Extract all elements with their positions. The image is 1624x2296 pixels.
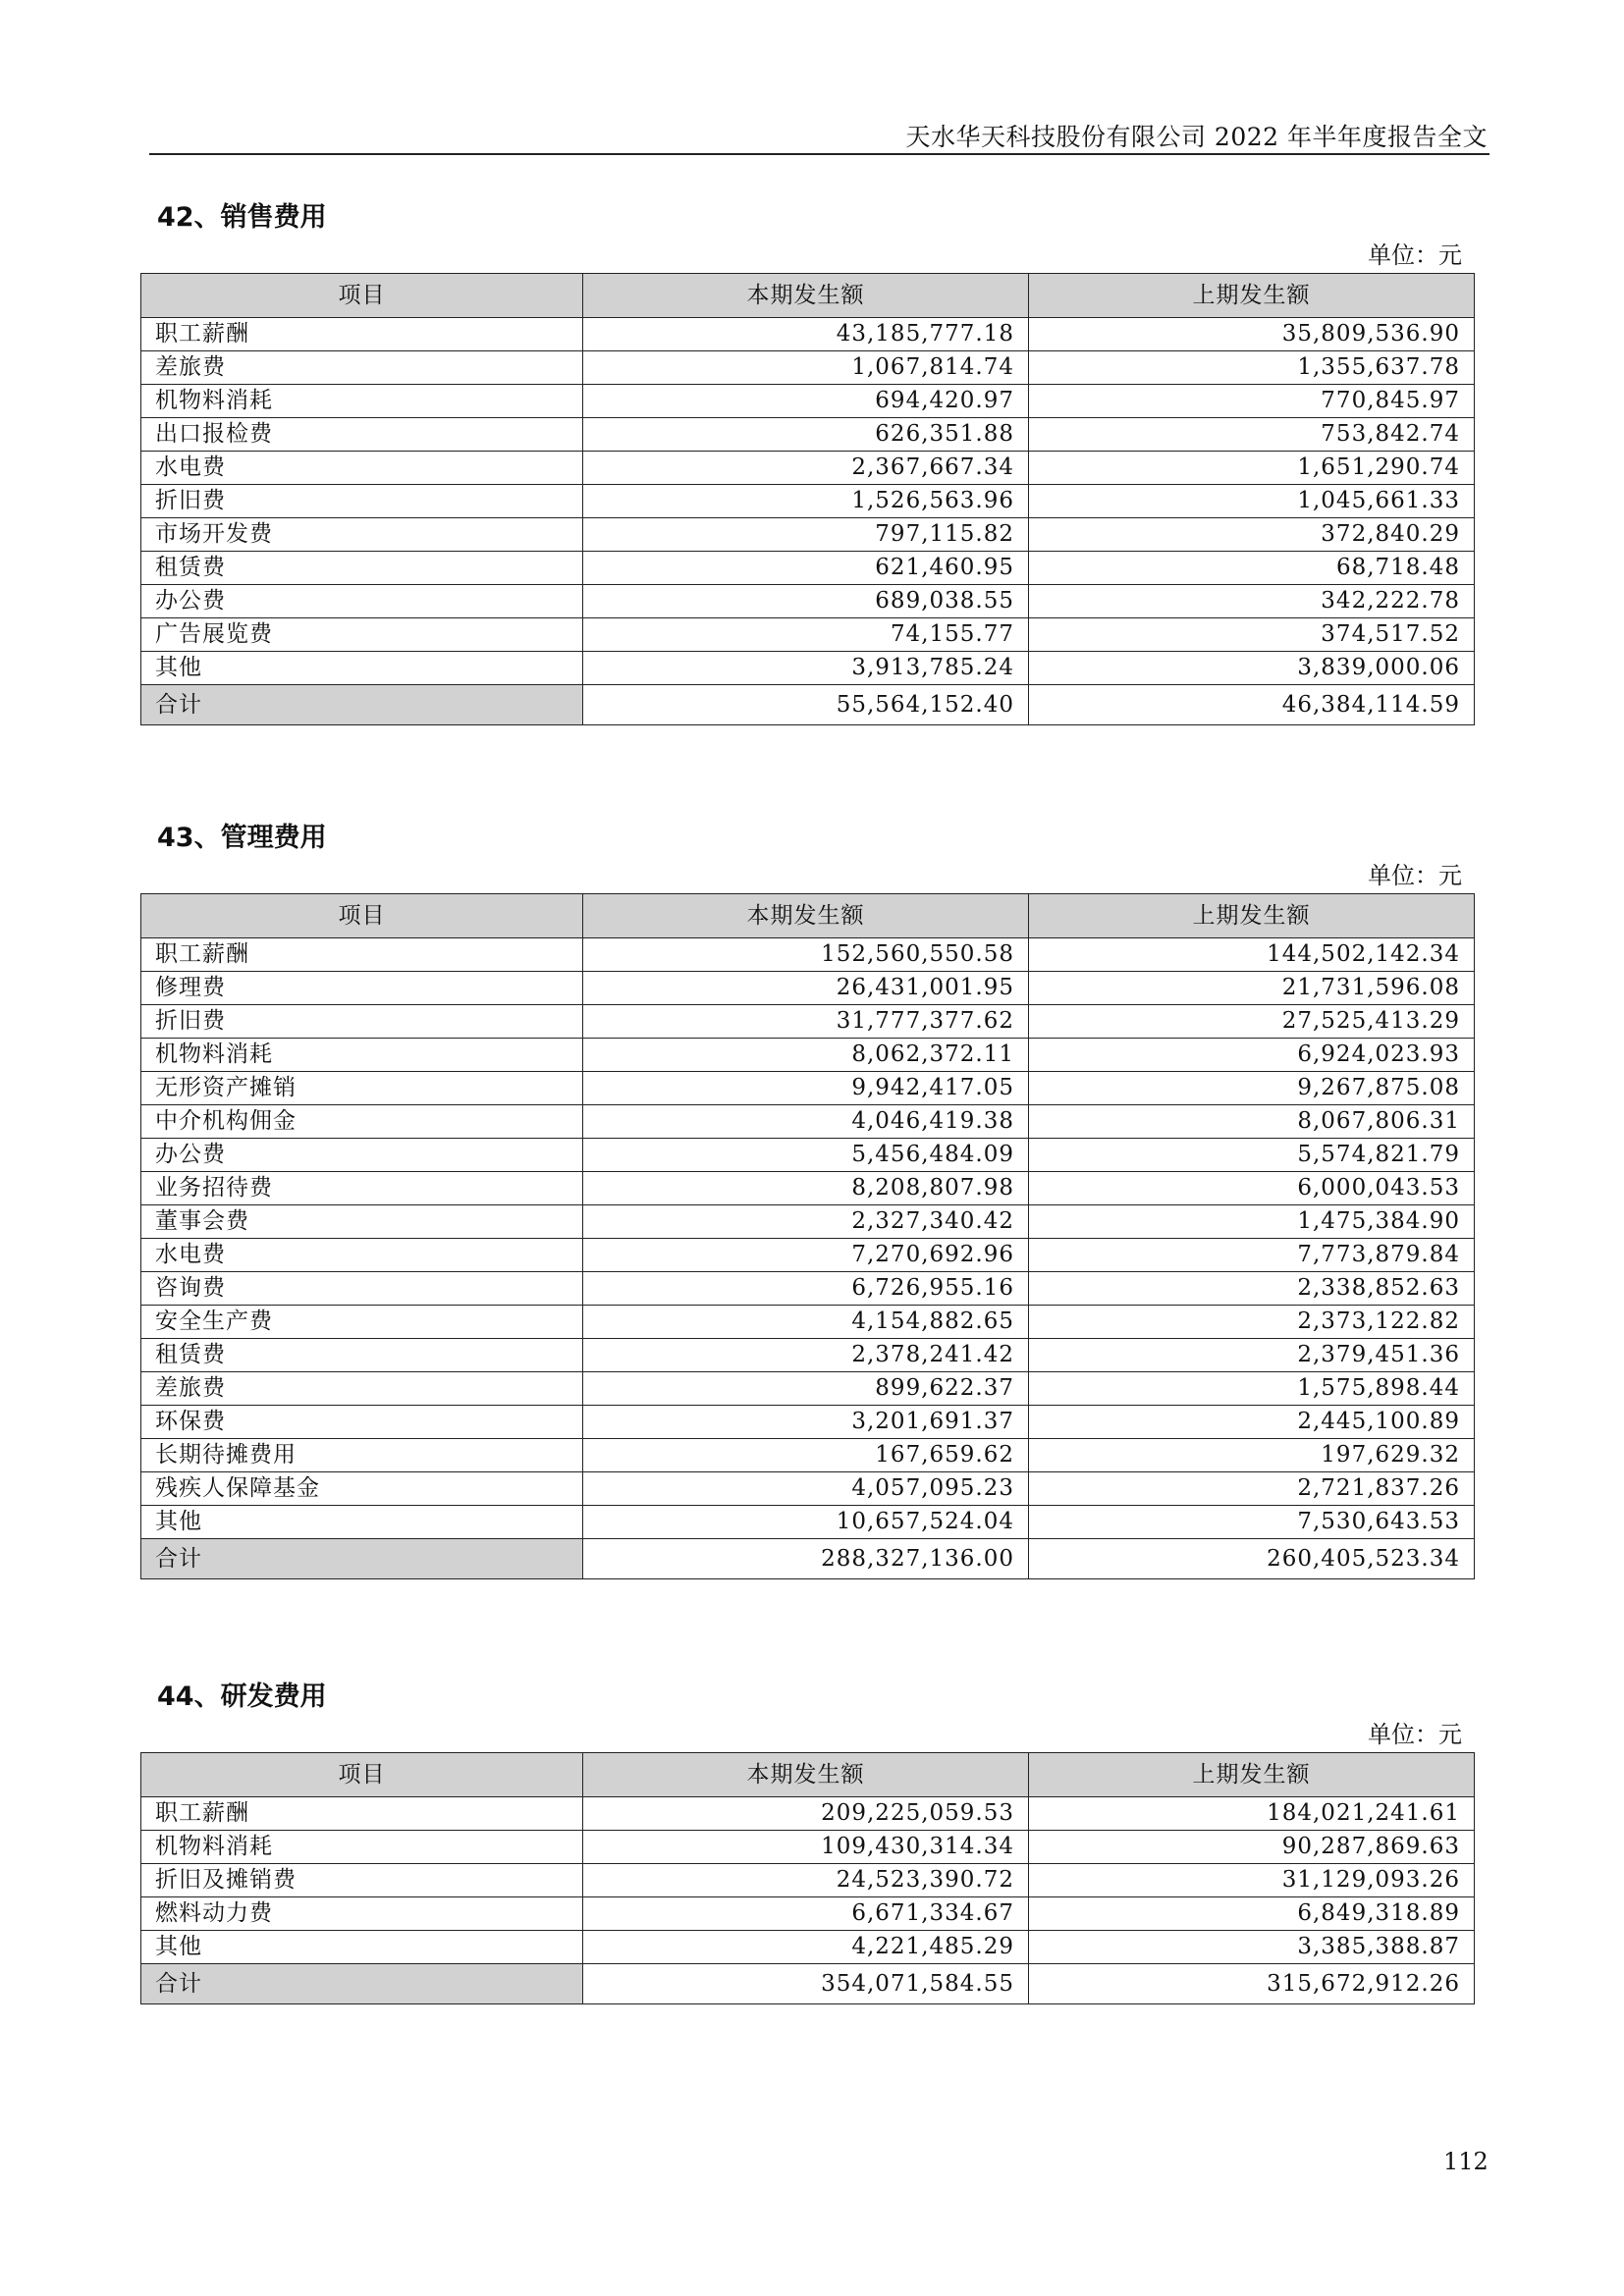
previous-amount-cell: 90,287,869.63 bbox=[1029, 1831, 1475, 1864]
previous-amount-cell: 6,849,318.89 bbox=[1029, 1897, 1475, 1931]
current-amount-cell: 2,378,241.42 bbox=[583, 1339, 1029, 1372]
current-amount-cell: 43,185,777.18 bbox=[583, 318, 1029, 351]
previous-amount-cell: 35,809,536.90 bbox=[1029, 318, 1475, 351]
table-row bbox=[141, 1797, 1475, 1831]
table-row bbox=[141, 1864, 1475, 1897]
previous-amount-cell: 8,067,806.31 bbox=[1029, 1105, 1475, 1139]
table-row bbox=[141, 585, 1475, 618]
column-header-item: 项目 bbox=[141, 274, 583, 318]
current-amount-cell: 4,221,485.29 bbox=[583, 1931, 1029, 1964]
column-header-previous: 上期发生额 bbox=[1029, 1753, 1475, 1797]
current-amount-cell: 8,062,372.11 bbox=[583, 1039, 1029, 1072]
previous-amount-cell: 68,718.48 bbox=[1029, 552, 1475, 585]
previous-amount-cell: 2,721,837.26 bbox=[1029, 1472, 1475, 1506]
total-row bbox=[141, 685, 1475, 725]
current-amount-cell: 26,431,001.95 bbox=[583, 972, 1029, 1005]
selling-expenses-section bbox=[140, 198, 1474, 725]
item-name-cell: 水电费 bbox=[141, 452, 583, 485]
current-amount-cell: 621,460.95 bbox=[583, 552, 1029, 585]
rd-expenses-section bbox=[140, 1678, 1474, 2004]
item-name-cell: 租赁费 bbox=[141, 552, 583, 585]
table-header-row bbox=[141, 274, 1475, 318]
previous-amount-cell: 770,845.97 bbox=[1029, 385, 1475, 418]
item-name-cell: 职工薪酬 bbox=[141, 318, 583, 351]
total-previous-cell: 315,672,912.26 bbox=[1029, 1964, 1475, 2004]
previous-amount-cell: 6,000,043.53 bbox=[1029, 1172, 1475, 1205]
current-amount-cell: 4,057,095.23 bbox=[583, 1472, 1029, 1506]
current-amount-cell: 167,659.62 bbox=[583, 1439, 1029, 1472]
current-amount-cell: 4,154,882.65 bbox=[583, 1306, 1029, 1339]
item-name-cell: 租赁费 bbox=[141, 1339, 583, 1372]
item-name-cell: 机物料消耗 bbox=[141, 385, 583, 418]
section-title: 42、销售费用 bbox=[157, 202, 327, 233]
table-row bbox=[141, 1931, 1475, 1964]
column-header-item: 项目 bbox=[141, 894, 583, 938]
current-amount-cell: 209,225,059.53 bbox=[583, 1797, 1029, 1831]
current-amount-cell: 797,115.82 bbox=[583, 518, 1029, 552]
unit-label: 单位：元 bbox=[1368, 1721, 1462, 1748]
total-label-cell: 合计 bbox=[141, 1539, 583, 1579]
current-amount-cell: 10,657,524.04 bbox=[583, 1506, 1029, 1539]
previous-amount-cell: 144,502,142.34 bbox=[1029, 938, 1475, 972]
item-name-cell: 职工薪酬 bbox=[141, 1797, 583, 1831]
table-row bbox=[141, 1005, 1475, 1039]
current-amount-cell: 109,430,314.34 bbox=[583, 1831, 1029, 1864]
previous-amount-cell: 27,525,413.29 bbox=[1029, 1005, 1475, 1039]
current-amount-cell: 5,456,484.09 bbox=[583, 1139, 1029, 1172]
expense-table bbox=[140, 273, 1475, 725]
section-title: 43、管理费用 bbox=[157, 823, 327, 853]
current-amount-cell: 694,420.97 bbox=[583, 385, 1029, 418]
table-row bbox=[141, 351, 1475, 385]
table-row bbox=[141, 318, 1475, 351]
previous-amount-cell: 372,840.29 bbox=[1029, 518, 1475, 552]
item-name-cell: 董事会费 bbox=[141, 1205, 583, 1239]
previous-amount-cell: 1,475,384.90 bbox=[1029, 1205, 1475, 1239]
item-name-cell: 折旧费 bbox=[141, 485, 583, 518]
item-name-cell: 咨询费 bbox=[141, 1272, 583, 1306]
item-name-cell: 其他 bbox=[141, 1931, 583, 1964]
item-name-cell: 出口报检费 bbox=[141, 418, 583, 452]
current-amount-cell: 3,201,691.37 bbox=[583, 1406, 1029, 1439]
report-title: 天水华天科技股份有限公司 2022 年半年度报告全文 bbox=[905, 123, 1488, 151]
table-row bbox=[141, 618, 1475, 652]
column-header-current: 本期发生额 bbox=[583, 1753, 1029, 1797]
column-header-current: 本期发生额 bbox=[583, 894, 1029, 938]
previous-amount-cell: 197,629.32 bbox=[1029, 1439, 1475, 1472]
previous-amount-cell: 1,651,290.74 bbox=[1029, 452, 1475, 485]
previous-amount-cell: 374,517.52 bbox=[1029, 618, 1475, 652]
current-amount-cell: 31,777,377.62 bbox=[583, 1005, 1029, 1039]
total-row bbox=[141, 1964, 1475, 2004]
table-row bbox=[141, 452, 1475, 485]
column-header-previous: 上期发生额 bbox=[1029, 894, 1475, 938]
previous-amount-cell: 753,842.74 bbox=[1029, 418, 1475, 452]
table-row bbox=[141, 1506, 1475, 1539]
current-amount-cell: 74,155.77 bbox=[583, 618, 1029, 652]
table-row bbox=[141, 938, 1475, 972]
table-header-row bbox=[141, 1753, 1475, 1797]
table-row bbox=[141, 1072, 1475, 1105]
item-name-cell: 水电费 bbox=[141, 1239, 583, 1272]
column-header-previous: 上期发生额 bbox=[1029, 274, 1475, 318]
table-row bbox=[141, 1039, 1475, 1072]
table-row bbox=[141, 1831, 1475, 1864]
table-row bbox=[141, 1897, 1475, 1931]
previous-amount-cell: 3,839,000.06 bbox=[1029, 652, 1475, 685]
item-name-cell: 安全生产费 bbox=[141, 1306, 583, 1339]
table-row bbox=[141, 418, 1475, 452]
total-previous-cell: 260,405,523.34 bbox=[1029, 1539, 1475, 1579]
table-header-row bbox=[141, 894, 1475, 938]
item-name-cell: 差旅费 bbox=[141, 1372, 583, 1406]
previous-amount-cell: 7,530,643.53 bbox=[1029, 1506, 1475, 1539]
admin-expenses-section bbox=[140, 819, 1474, 1579]
previous-amount-cell: 1,045,661.33 bbox=[1029, 485, 1475, 518]
table-row bbox=[141, 552, 1475, 585]
table-row bbox=[141, 1205, 1475, 1239]
previous-amount-cell: 21,731,596.08 bbox=[1029, 972, 1475, 1005]
section-title: 44、研发费用 bbox=[157, 1682, 327, 1712]
previous-amount-cell: 3,385,388.87 bbox=[1029, 1931, 1475, 1964]
previous-amount-cell: 7,773,879.84 bbox=[1029, 1239, 1475, 1272]
column-header-current: 本期发生额 bbox=[583, 274, 1029, 318]
unit-label: 单位：元 bbox=[1368, 862, 1462, 889]
column-header-item: 项目 bbox=[141, 1753, 583, 1797]
table-row bbox=[141, 1105, 1475, 1139]
item-name-cell: 折旧及摊销费 bbox=[141, 1864, 583, 1897]
table-row bbox=[141, 385, 1475, 418]
current-amount-cell: 152,560,550.58 bbox=[583, 938, 1029, 972]
item-name-cell: 市场开发费 bbox=[141, 518, 583, 552]
table-row bbox=[141, 1172, 1475, 1205]
item-name-cell: 广告展览费 bbox=[141, 618, 583, 652]
item-name-cell: 燃料动力费 bbox=[141, 1897, 583, 1931]
item-name-cell: 业务招待费 bbox=[141, 1172, 583, 1205]
previous-amount-cell: 6,924,023.93 bbox=[1029, 1039, 1475, 1072]
current-amount-cell: 626,351.88 bbox=[583, 418, 1029, 452]
current-amount-cell: 4,046,419.38 bbox=[583, 1105, 1029, 1139]
item-name-cell: 无形资产摊销 bbox=[141, 1072, 583, 1105]
table-row bbox=[141, 1306, 1475, 1339]
total-current-cell: 354,071,584.55 bbox=[583, 1964, 1029, 2004]
total-label-cell: 合计 bbox=[141, 1964, 583, 2004]
table-row bbox=[141, 1406, 1475, 1439]
unit-label: 单位：元 bbox=[1368, 241, 1462, 269]
current-amount-cell: 2,367,667.34 bbox=[583, 452, 1029, 485]
current-amount-cell: 1,067,814.74 bbox=[583, 351, 1029, 385]
table-row bbox=[141, 652, 1475, 685]
table-row bbox=[141, 1239, 1475, 1272]
item-name-cell: 办公费 bbox=[141, 1139, 583, 1172]
item-name-cell: 差旅费 bbox=[141, 351, 583, 385]
total-label-cell: 合计 bbox=[141, 685, 583, 725]
previous-amount-cell: 342,222.78 bbox=[1029, 585, 1475, 618]
item-name-cell: 中介机构佣金 bbox=[141, 1105, 583, 1139]
item-name-cell: 职工薪酬 bbox=[141, 938, 583, 972]
previous-amount-cell: 1,355,637.78 bbox=[1029, 351, 1475, 385]
table-row bbox=[141, 1272, 1475, 1306]
previous-amount-cell: 9,267,875.08 bbox=[1029, 1072, 1475, 1105]
item-name-cell: 机物料消耗 bbox=[141, 1039, 583, 1072]
current-amount-cell: 24,523,390.72 bbox=[583, 1864, 1029, 1897]
page-header bbox=[149, 110, 1489, 155]
total-current-cell: 288,327,136.00 bbox=[583, 1539, 1029, 1579]
current-amount-cell: 9,942,417.05 bbox=[583, 1072, 1029, 1105]
total-current-cell: 55,564,152.40 bbox=[583, 685, 1029, 725]
current-amount-cell: 7,270,692.96 bbox=[583, 1239, 1029, 1272]
item-name-cell: 其他 bbox=[141, 1506, 583, 1539]
table-row bbox=[141, 972, 1475, 1005]
expense-table bbox=[140, 1752, 1475, 2004]
item-name-cell: 其他 bbox=[141, 652, 583, 685]
previous-amount-cell: 1,575,898.44 bbox=[1029, 1372, 1475, 1406]
previous-amount-cell: 2,373,122.82 bbox=[1029, 1306, 1475, 1339]
item-name-cell: 机物料消耗 bbox=[141, 1831, 583, 1864]
previous-amount-cell: 2,445,100.89 bbox=[1029, 1406, 1475, 1439]
table-row bbox=[141, 1339, 1475, 1372]
table-row bbox=[141, 518, 1475, 552]
table-row bbox=[141, 1472, 1475, 1506]
current-amount-cell: 899,622.37 bbox=[583, 1372, 1029, 1406]
table-row bbox=[141, 1439, 1475, 1472]
item-name-cell: 长期待摊费用 bbox=[141, 1439, 583, 1472]
expense-table bbox=[140, 893, 1475, 1579]
previous-amount-cell: 2,338,852.63 bbox=[1029, 1272, 1475, 1306]
current-amount-cell: 3,913,785.24 bbox=[583, 652, 1029, 685]
current-amount-cell: 6,726,955.16 bbox=[583, 1272, 1029, 1306]
previous-amount-cell: 31,129,093.26 bbox=[1029, 1864, 1475, 1897]
table-row bbox=[141, 1372, 1475, 1406]
total-row bbox=[141, 1539, 1475, 1579]
current-amount-cell: 1,526,563.96 bbox=[583, 485, 1029, 518]
item-name-cell: 环保费 bbox=[141, 1406, 583, 1439]
previous-amount-cell: 184,021,241.61 bbox=[1029, 1797, 1475, 1831]
item-name-cell: 折旧费 bbox=[141, 1005, 583, 1039]
current-amount-cell: 8,208,807.98 bbox=[583, 1172, 1029, 1205]
current-amount-cell: 689,038.55 bbox=[583, 585, 1029, 618]
current-amount-cell: 6,671,334.67 bbox=[583, 1897, 1029, 1931]
current-amount-cell: 2,327,340.42 bbox=[583, 1205, 1029, 1239]
total-previous-cell: 46,384,114.59 bbox=[1029, 685, 1475, 725]
page-number: 112 bbox=[1443, 2148, 1489, 2175]
item-name-cell: 办公费 bbox=[141, 585, 583, 618]
table-row bbox=[141, 1139, 1475, 1172]
previous-amount-cell: 2,379,451.36 bbox=[1029, 1339, 1475, 1372]
item-name-cell: 修理费 bbox=[141, 972, 583, 1005]
table-row bbox=[141, 485, 1475, 518]
previous-amount-cell: 5,574,821.79 bbox=[1029, 1139, 1475, 1172]
item-name-cell: 残疾人保障基金 bbox=[141, 1472, 583, 1506]
